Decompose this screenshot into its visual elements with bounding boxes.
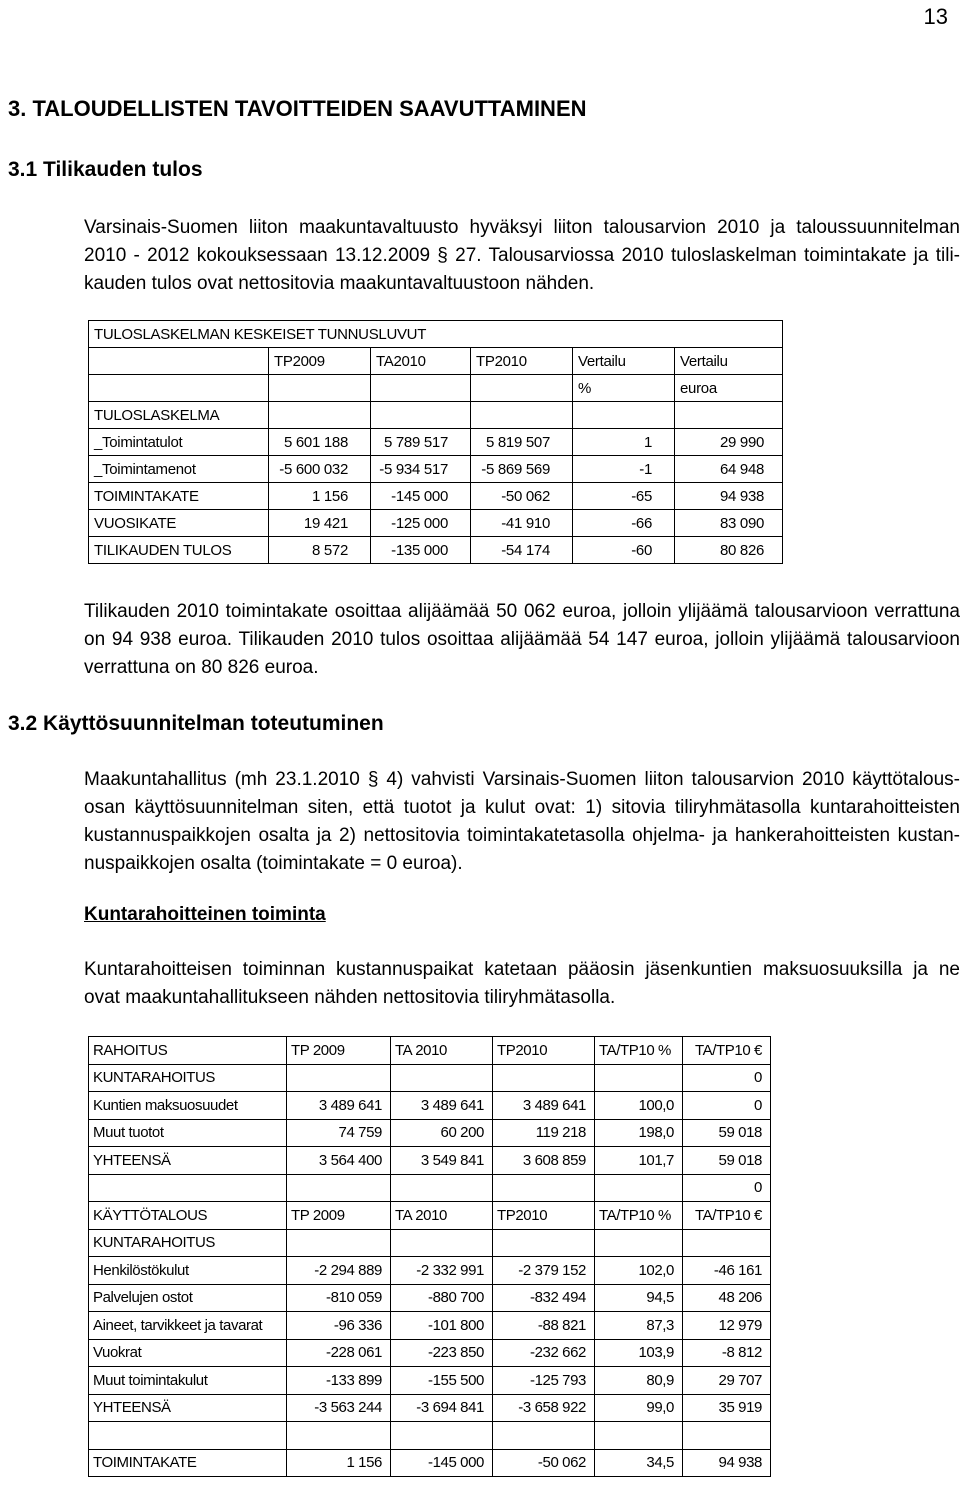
- value-cell: -96 336: [287, 1312, 391, 1340]
- table-row: [89, 1449, 771, 1477]
- value-cell: 80 826: [675, 537, 783, 564]
- value-cell: [493, 1064, 595, 1092]
- table-row: [89, 1229, 771, 1257]
- table-row: [89, 1367, 771, 1395]
- value-cell: -155 500: [391, 1367, 493, 1395]
- value-cell: [493, 1229, 595, 1257]
- table-row: [89, 1339, 771, 1367]
- table-row: [89, 456, 783, 483]
- value-cell: 1 156: [269, 483, 371, 510]
- table-row: [89, 510, 783, 537]
- value-cell: -50 062: [471, 483, 573, 510]
- value-cell: TA 2010: [391, 1202, 493, 1230]
- value-cell: TA/TP10 €: [683, 1202, 771, 1230]
- value-cell: -50 062: [493, 1449, 595, 1477]
- value-cell: 5 601 188: [269, 429, 371, 456]
- section-label: TULOSLASKELMA: [89, 402, 269, 429]
- value-cell: [287, 1229, 391, 1257]
- value-cell: -5 869 569: [471, 456, 573, 483]
- value-cell: 103,9: [595, 1339, 683, 1367]
- value-cell: [391, 1229, 493, 1257]
- text-line: nuspaikkojen osalta (toimintakate = 0 euroa).: [84, 853, 463, 874]
- table-subheader-row: [89, 375, 783, 402]
- table-row: [89, 1312, 771, 1340]
- table-section-row: [89, 402, 783, 429]
- row-label: Palvelujen ostot: [89, 1284, 287, 1312]
- value-cell: -3 563 244: [287, 1394, 391, 1422]
- table-row: [89, 1064, 771, 1092]
- table-row: [89, 1147, 771, 1175]
- value-cell: -1: [573, 456, 675, 483]
- header-cell: euroa: [675, 375, 783, 402]
- value-cell: 3 489 641: [391, 1092, 493, 1120]
- value-cell: TA/TP10 %: [595, 1037, 683, 1065]
- value-cell: 8 572: [269, 537, 371, 564]
- value-cell: 3 549 841: [391, 1147, 493, 1175]
- value-cell: -5 600 032: [269, 456, 371, 483]
- value-cell: 12 979: [683, 1312, 771, 1340]
- table-row: [89, 483, 783, 510]
- value-cell: TP2010: [493, 1202, 595, 1230]
- value-cell: 64 948: [675, 456, 783, 483]
- value-cell: 83 090: [675, 510, 783, 537]
- table-row: [89, 1092, 771, 1120]
- value-cell: 29 990: [675, 429, 783, 456]
- row-label: TOIMINTAKATE: [89, 1449, 287, 1477]
- value-cell: -8 812: [683, 1339, 771, 1367]
- row-label: KUNTARAHOITUS: [89, 1064, 287, 1092]
- value-cell: [391, 1174, 493, 1202]
- value-cell: [595, 1064, 683, 1092]
- value-cell: -3 694 841: [391, 1394, 493, 1422]
- value-cell: TA/TP10 %: [595, 1202, 683, 1230]
- value-cell: -2 379 152: [493, 1257, 595, 1285]
- header-cell: Vertailu: [573, 348, 675, 375]
- value-cell: -880 700: [391, 1284, 493, 1312]
- table-row: [89, 1119, 771, 1147]
- row-label: Aineet, tarvikkeet ja tavarat: [89, 1312, 287, 1340]
- table-header-row: [89, 348, 783, 375]
- value-cell: -810 059: [287, 1284, 391, 1312]
- section-heading-3-1: 3.1 Tilikauden tulos: [8, 158, 203, 181]
- value-cell: 59 018: [683, 1147, 771, 1175]
- value-cell: [683, 1229, 771, 1257]
- row-label: [89, 1422, 287, 1450]
- header-cell: %: [573, 375, 675, 402]
- value-cell: 0: [683, 1064, 771, 1092]
- value-cell: 198,0: [595, 1119, 683, 1147]
- municipal-funding-table: [88, 1036, 771, 1477]
- value-cell: TA/TP10 €: [683, 1037, 771, 1065]
- header-cell: Vertailu: [675, 348, 783, 375]
- value-cell: 74 759: [287, 1119, 391, 1147]
- page-number: 13: [923, 4, 948, 29]
- row-label: [89, 1174, 287, 1202]
- text-line: Varsinais-Suomen liiton maakuntavaltuusto hyväksyi liiton talousarvion 2010 ja taloussuunnitelman: [84, 217, 960, 238]
- value-cell: -5 934 517: [371, 456, 471, 483]
- row-label: TILIKAUDEN TULOS: [89, 537, 269, 564]
- value-cell: -54 174: [471, 537, 573, 564]
- value-cell: -66: [573, 510, 675, 537]
- chapter-heading: 3. TALOUDELLISTEN TAVOITTEIDEN SAAVUTTAMINEN: [8, 96, 587, 121]
- text-line: Kuntarahoitteisen toiminnan kustannuspaikat katetaan pääosin jäsenkuntien maksuosuuksilla ja ne: [84, 959, 960, 980]
- value-cell: 35 919: [683, 1394, 771, 1422]
- value-cell: -3 658 922: [493, 1394, 595, 1422]
- row-label: YHTEENSÄ: [89, 1394, 287, 1422]
- header-cell: [371, 375, 471, 402]
- value-cell: 0: [683, 1174, 771, 1202]
- value-cell: -46 161: [683, 1257, 771, 1285]
- row-label: TOIMINTAKATE: [89, 483, 269, 510]
- row-label: Henkilöstökulut: [89, 1257, 287, 1285]
- value-cell: -145 000: [391, 1449, 493, 1477]
- value-cell: [595, 1422, 683, 1450]
- row-label: VUOSIKATE: [89, 510, 269, 537]
- municipal-funding-paragraph: [84, 956, 960, 1012]
- row-label: KÄYTTÖTALOUS: [89, 1202, 287, 1230]
- header-cell: [89, 375, 269, 402]
- value-cell: 119 218: [493, 1119, 595, 1147]
- value-cell: [595, 1229, 683, 1257]
- row-label: _Toimintamenot: [89, 456, 269, 483]
- value-cell: [493, 1174, 595, 1202]
- row-label: Kuntien maksuosuudet: [89, 1092, 287, 1120]
- value-cell: [287, 1422, 391, 1450]
- value-cell: 3 564 400: [287, 1147, 391, 1175]
- value-cell: 59 018: [683, 1119, 771, 1147]
- row-label: Muut tuotot: [89, 1119, 287, 1147]
- value-cell: 101,7: [595, 1147, 683, 1175]
- value-cell: 5 789 517: [371, 429, 471, 456]
- value-cell: 102,0: [595, 1257, 683, 1285]
- value-cell: [493, 1422, 595, 1450]
- result-paragraph: [84, 598, 960, 682]
- value-cell: 5 819 507: [471, 429, 573, 456]
- value-cell: -101 800: [391, 1312, 493, 1340]
- row-label: Vuokrat: [89, 1339, 287, 1367]
- value-cell: -2 332 991: [391, 1257, 493, 1285]
- value-cell: -228 061: [287, 1339, 391, 1367]
- intro-paragraph: [84, 214, 960, 298]
- value-cell: 100,0: [595, 1092, 683, 1120]
- value-cell: 3 608 859: [493, 1147, 595, 1175]
- value-cell: TP2010: [493, 1037, 595, 1065]
- subheading-kuntarahoitteinen: Kuntarahoitteinen toiminta: [84, 904, 326, 925]
- row-label: _Toimintatulot: [89, 429, 269, 456]
- text-line: verrattuna on 80 826 euroa.: [84, 657, 319, 678]
- value-cell: -125 000: [371, 510, 471, 537]
- value-cell: 87,3: [595, 1312, 683, 1340]
- value-cell: -145 000: [371, 483, 471, 510]
- value-cell: 19 421: [269, 510, 371, 537]
- value-cell: 29 707: [683, 1367, 771, 1395]
- row-label: RAHOITUS: [89, 1037, 287, 1065]
- header-cell: [89, 348, 269, 375]
- income-statement-key-figures-table: [88, 320, 783, 564]
- value-cell: 60 200: [391, 1119, 493, 1147]
- value-cell: [287, 1174, 391, 1202]
- value-cell: [287, 1064, 391, 1092]
- value-cell: -41 910: [471, 510, 573, 537]
- value-cell: -223 850: [391, 1339, 493, 1367]
- row-label: KUNTARAHOITUS: [89, 1229, 287, 1257]
- value-cell: -88 821: [493, 1312, 595, 1340]
- table-row: [89, 1202, 771, 1230]
- value-cell: 3 489 641: [493, 1092, 595, 1120]
- value-cell: -65: [573, 483, 675, 510]
- value-cell: -832 494: [493, 1284, 595, 1312]
- header-cell: [471, 375, 573, 402]
- table-row: [89, 1174, 771, 1202]
- text-line: Maakuntahallitus (mh 23.1.2010 § 4) vahvisti Varsinais-Suomen liiton talousarvion 2010 käyttötalous-: [84, 769, 960, 790]
- row-label: Muut toimintakulut: [89, 1367, 287, 1395]
- value-cell: 94,5: [595, 1284, 683, 1312]
- section-heading-3-2: 3.2 Käyttösuunnitelman toteutuminen: [8, 712, 384, 735]
- value-cell: -135 000: [371, 537, 471, 564]
- value-cell: -232 662: [493, 1339, 595, 1367]
- value-cell: -133 899: [287, 1367, 391, 1395]
- value-cell: [595, 1174, 683, 1202]
- value-cell: -125 793: [493, 1367, 595, 1395]
- value-cell: 1 156: [287, 1449, 391, 1477]
- text-line: 2010 - 2012 kokouksessaan 13.12.2009 § 27. Talousarviossa 2010 tuloslaskelman toimintakate ja tili-: [84, 245, 960, 266]
- value-cell: TP 2009: [287, 1037, 391, 1065]
- value-cell: TP 2009: [287, 1202, 391, 1230]
- table-row: [89, 537, 783, 564]
- table-row: [89, 1394, 771, 1422]
- text-line: kustannuspaikkojen osalta ja 2) nettositovia toimintakatetasolla ohjelma- ja hankerahoitteisten kustan-: [84, 825, 960, 846]
- text-line: osan käyttösuunnitelman siten, että tuotot ja kulut ovat: 1) sitovia tiliryhmätasolla kuntarahoitteisten: [84, 797, 960, 818]
- table-title-row: [89, 321, 783, 348]
- value-cell: [391, 1064, 493, 1092]
- table-row: [89, 1257, 771, 1285]
- header-cell: TP2010: [471, 348, 573, 375]
- header-cell: [269, 375, 371, 402]
- value-cell: 94 938: [675, 483, 783, 510]
- table-row: [89, 429, 783, 456]
- value-cell: 80,9: [595, 1367, 683, 1395]
- text-line: on 94 938 euroa. Tilikauden 2010 tulos osoittaa alijäämää 54 147 euroa, jolloin ylijäämä talousarvioon: [84, 629, 960, 650]
- plan-paragraph: [84, 766, 960, 878]
- value-cell: 94 938: [683, 1449, 771, 1477]
- text-line: ovat maakuntahallitukseen nähden nettositovia tiliryhmätasolla.: [84, 987, 616, 1008]
- table-row: [89, 1284, 771, 1312]
- header-cell: TP2009: [269, 348, 371, 375]
- value-cell: TA 2010: [391, 1037, 493, 1065]
- table-title: TULOSLASKELMAN KESKEISET TUNNUSLUVUT: [89, 321, 783, 348]
- value-cell: 1: [573, 429, 675, 456]
- value-cell: 48 206: [683, 1284, 771, 1312]
- value-cell: 99,0: [595, 1394, 683, 1422]
- value-cell: 34,5: [595, 1449, 683, 1477]
- table-row: [89, 1422, 771, 1450]
- header-cell: TA2010: [371, 348, 471, 375]
- table-row: [89, 1037, 771, 1065]
- value-cell: -2 294 889: [287, 1257, 391, 1285]
- text-line: kauden tulos ovat nettositovia maakuntavaltuustoon nähden.: [84, 273, 595, 294]
- value-cell: -60: [573, 537, 675, 564]
- text-line: Tilikauden 2010 toimintakate osoittaa alijäämää 50 062 euroa, jolloin ylijäämä talousarvioon verrattuna: [84, 601, 960, 622]
- value-cell: [391, 1422, 493, 1450]
- value-cell: 0: [683, 1092, 771, 1120]
- value-cell: [683, 1422, 771, 1450]
- value-cell: 3 489 641: [287, 1092, 391, 1120]
- row-label: YHTEENSÄ: [89, 1147, 287, 1175]
